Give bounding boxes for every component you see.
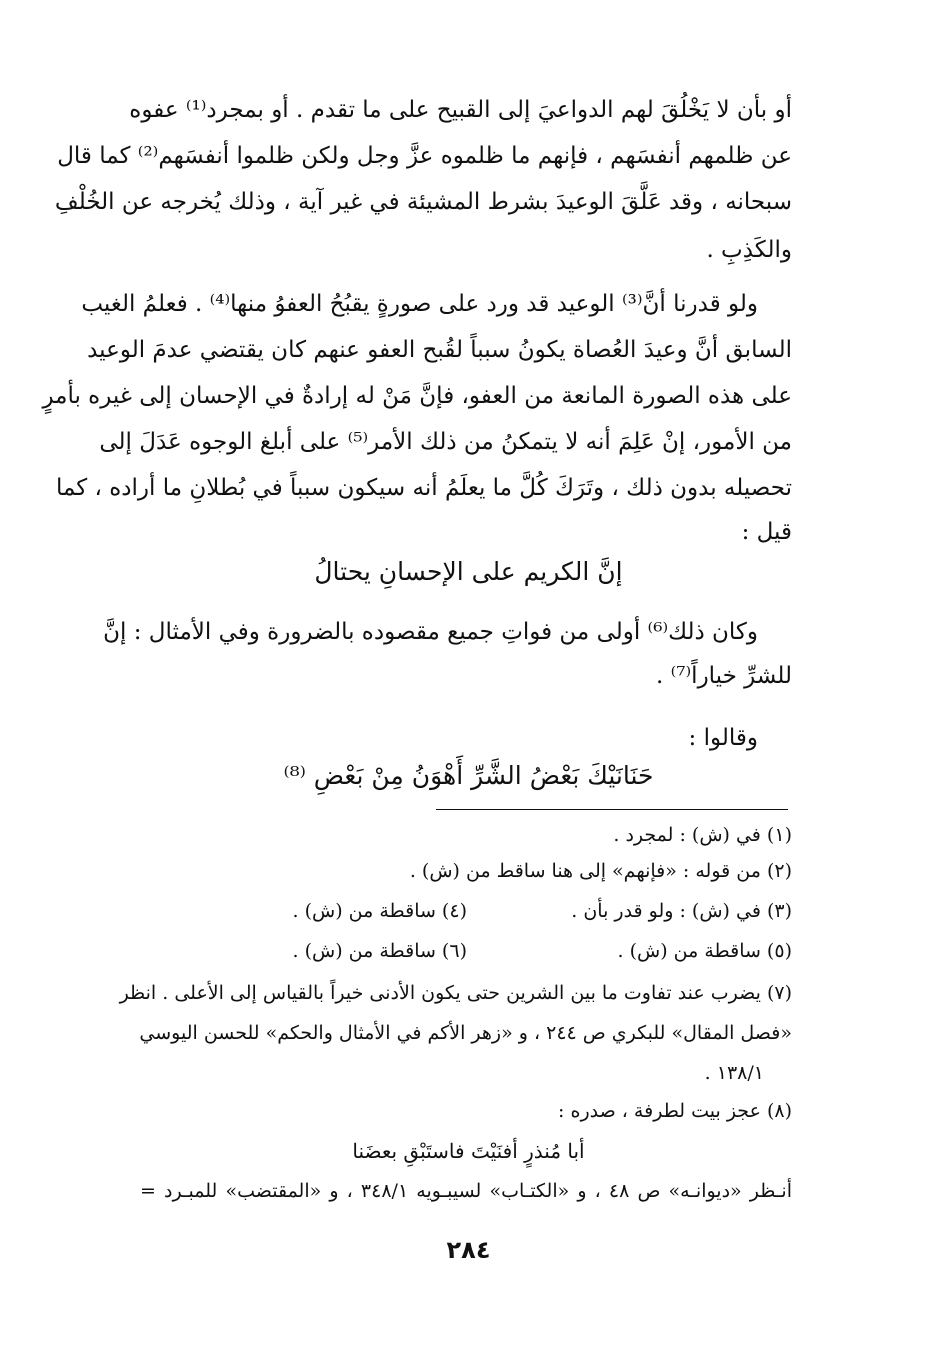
para2-line3: على هذه الصورة المانعة من العفو، فإنَّ مَنْ له إرادةٌ في الإحسان إلى غيره بأمرٍ <box>42 383 792 409</box>
para2-line4: من الأمور، إنْ عَلِمَ أنه لا يتمكنُ من ذلك الأمر⁽⁵⁾ على أبلغ الوجوه عَدَلَ إلى <box>99 429 792 455</box>
footnote-6: (٦) ساقطة من (ش) . <box>292 940 467 962</box>
footnote-7-line1: (٧) يضرب عند تفاوت ما بين الشرين حتى يكون الأدنى خيراً بالقياس إلى الأعلى . انظر <box>119 982 792 1004</box>
para1-line2: عن ظلمهم أنفسَهم ، فإنهم ما ظلموه عزَّ وجل ولكن ظلموا أنفسَهم⁽²⁾ كما قال <box>57 143 792 169</box>
para1-line1: أو بأن لا يَخْلُقَ لهم الدواعيَ إلى القبيح على ما تقدم . أو بمجرد⁽¹⁾ عفوه <box>129 97 792 123</box>
footnote-separator <box>436 809 788 810</box>
para3-line1: وكان ذلك⁽⁶⁾ أولى من فواتِ جميع مقصوده بالضرورة وفي الأمثال : إنَّ <box>103 619 758 645</box>
para2-line5: تحصيله بدون ذلك ، وتَرَكَ كُلَّ ما يعلَمُ أنه سيكون سبباً في بُطلانِ ما أراده ، كما <box>55 475 792 501</box>
page-number: ٢٨٤ <box>446 1236 491 1264</box>
qalu-line: وقالوا : <box>688 725 758 751</box>
footnote-8-verse: أبا مُنذرٍ أفنَيْتَ فاستَبْقِ بعضَنا <box>352 1139 585 1163</box>
para2-line1: ولو قدرنا أنَّ⁽³⁾ الوعيد قد ورد على صورةٍ يقبُحُ العفوُ منها⁽⁴⁾ . فعلمُ الغيب <box>81 291 758 317</box>
footnote-1: (١) في (ش) : لمجرد . <box>613 824 792 846</box>
verse-2: حَنَانَيْكَ بَعْضُ الشَّرِّ أَهْوَنُ مِنْ بَعْضِ ⁽⁸⁾ <box>283 761 654 790</box>
para1-line3: سبحانه ، وقد عَلَّقَ الوعيدَ بشرط المشيئة في غير آية ، وذلك يُخرجه عن الخُلْفِ <box>54 189 792 215</box>
para1-line4: والكَذِبِ . <box>706 237 792 263</box>
footnote-4: (٤) ساقطة من (ش) . <box>292 900 467 922</box>
para3-line2: للشرِّ خياراً⁽⁷⁾ . <box>656 663 792 689</box>
footnote-5: (٥) ساقطة من (ش) . <box>617 940 792 962</box>
footnote-8-intro: (٨) عجز بيت لطرفة ، صدره : <box>558 1100 792 1122</box>
para2-line2: السابق أنَّ وعيدَ العُصاة يكونُ سبباً لقُبح العفو عنهم كان يقتضي عدمَ الوعيد <box>87 337 792 363</box>
footnote-7-line2: «فصل المقال» للبكري ص ٢٤٤ ، و «زهر الأكم في الأمثال والحكم» للحسن اليوسي <box>139 1022 792 1044</box>
footnote-2: (٢) من قوله : «فإنهم» إلى هنا ساقط من (ش) . <box>409 860 792 882</box>
footnote-7-line3: ١٣٨/١ . <box>704 1062 764 1084</box>
verse-1: إنَّ الكريم على الإحسانِ يحتالُ <box>314 557 623 586</box>
para2-line6: قيل : <box>741 519 792 545</box>
footnote-3: (٣) في (ش) : ولو قدر بأن . <box>571 900 792 922</box>
footnote-8-reference: أنـظر «ديوانـه» ص ٤٨ ، و «الكتـاب» لسيبـويه ٣٤٨/١ ، و «المقتضب» للمبـرد = <box>140 1180 792 1202</box>
